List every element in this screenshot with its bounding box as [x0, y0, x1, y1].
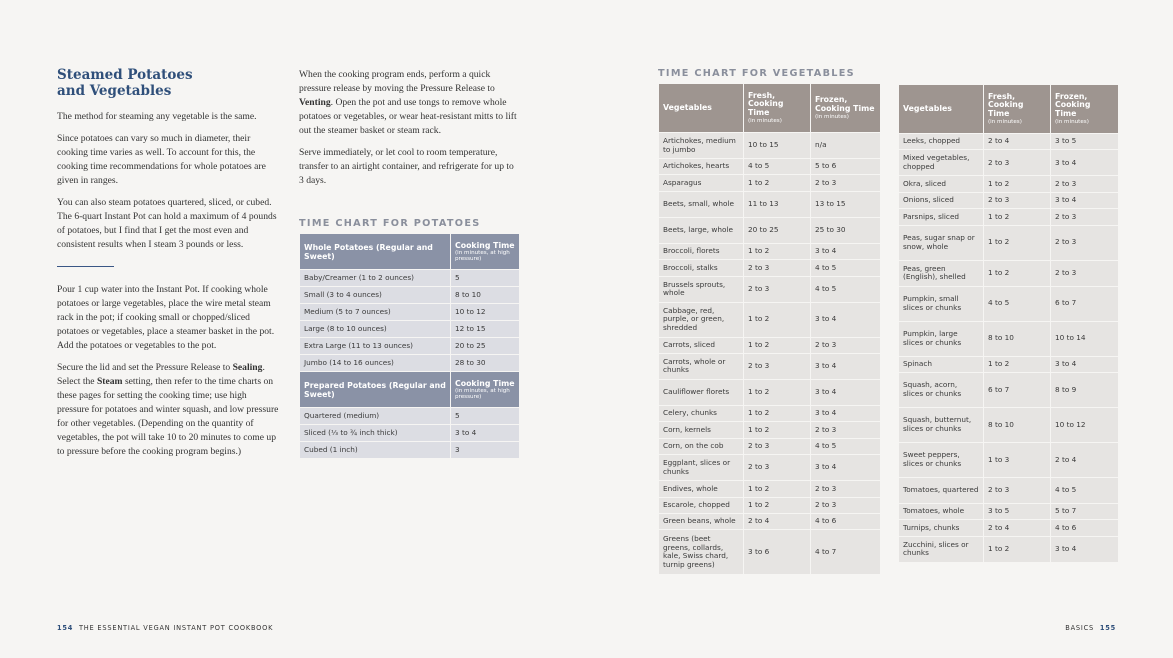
whole-potato-cell: Medium (5 to 7 ounces)	[300, 304, 451, 321]
vegetable-cell: Zucchini, slices or chunks	[899, 536, 984, 562]
potato-time-table	[299, 233, 520, 459]
prepared-potato-rows	[300, 408, 520, 459]
vegetable-cell: 4 to 5	[984, 286, 1051, 321]
prepared-potatoes-header: Prepared Potatoes (Regular and Sweet)	[300, 372, 451, 408]
potato-chart-label: TIME CHART FOR POTATOES	[299, 218, 481, 229]
vegetable-cell: 4 to 6	[811, 513, 881, 529]
vegetable-row	[899, 372, 1119, 407]
vegetable-cell: 1 to 2	[984, 356, 1051, 372]
vegetable-cell: 20 to 25	[744, 217, 811, 243]
vegetable-cell: 6 to 7	[1051, 286, 1119, 321]
vegetable-row	[899, 286, 1119, 321]
prepared-potato-header-row	[300, 372, 520, 408]
left-page-footer	[57, 624, 273, 632]
whole-potato-cell: 28 to 30	[451, 355, 520, 372]
fresh-time-header-right	[984, 85, 1051, 134]
vegetable-cell: 1 to 2	[984, 260, 1051, 286]
fresh-time-title: Fresh, Cooking Time	[748, 90, 784, 118]
vegetable-cell: 1 to 2	[744, 175, 811, 191]
vegetable-cell: 5 to 7	[1051, 503, 1119, 519]
whole-potato-row	[300, 304, 520, 321]
vegetable-row	[659, 217, 881, 243]
whole-potato-row	[300, 287, 520, 304]
vegetable-cell: 1 to 2	[744, 497, 811, 513]
cooking-time-header	[451, 234, 520, 270]
section-divider	[57, 266, 114, 267]
vegetable-cell: 8 to 10	[984, 407, 1051, 442]
vegetable-cell: 2 to 3	[811, 481, 881, 497]
vegetable-row	[659, 175, 881, 191]
frozen-time-title-right: Frozen, Cooking Time	[1055, 91, 1091, 119]
vegetable-chart-left	[658, 68, 880, 575]
vegetable-cell: 3 to 4	[1051, 150, 1119, 176]
vegetable-cell: Greens (beet greens, collards, kale, Swiss chard, turnip greens)	[659, 530, 744, 575]
recipe-title-line2: and Vegetables	[57, 82, 172, 99]
vegetable-cell: 4 to 5	[811, 438, 881, 454]
prepared-potato-cell: 5	[451, 408, 520, 425]
fresh-time-sub: (in minutes)	[748, 117, 782, 124]
vegetable-cell: Peas, green (English), shelled	[899, 260, 984, 286]
vegetable-cell: 2 to 3	[1051, 225, 1119, 260]
vegetable-cell: 1 to 2	[744, 422, 811, 438]
vegetable-row	[899, 520, 1119, 536]
whole-potato-cell: 20 to 25	[451, 338, 520, 355]
vegetable-cell: 2 to 3	[1051, 176, 1119, 192]
whole-potato-cell: Small (3 to 4 ounces)	[300, 287, 451, 304]
vegetable-cell: 1 to 2	[984, 536, 1051, 562]
potato-table-header	[300, 234, 520, 270]
fresh-time-header	[744, 84, 811, 133]
vegetable-row	[899, 321, 1119, 356]
vegetable-rows-right	[899, 134, 1119, 563]
vegetable-cell: 2 to 3	[811, 337, 881, 353]
whole-potato-cell: 5	[451, 270, 520, 287]
vegetable-cell: 3 to 5	[984, 503, 1051, 519]
vegetable-cell: 4 to 6	[1051, 520, 1119, 536]
vegetable-cell: 6 to 7	[984, 372, 1051, 407]
vegetable-cell: Carrots, whole or chunks	[659, 353, 744, 379]
vegetable-row	[659, 260, 881, 276]
whole-potato-cell: Extra Large (11 to 13 ounces)	[300, 338, 451, 355]
vegetable-cell: 2 to 4	[1051, 442, 1119, 477]
vegetable-cell: Corn, kernels	[659, 422, 744, 438]
vegetable-cell: 3 to 4	[1051, 356, 1119, 372]
vegetable-cell: Celery, chunks	[659, 405, 744, 421]
frozen-time-sub-right: (in minutes)	[1055, 118, 1089, 125]
vegetable-row	[899, 192, 1119, 208]
step-secure-sealing: Sealing	[232, 362, 263, 373]
vegetable-row	[899, 442, 1119, 477]
vegetable-row	[899, 356, 1119, 372]
fresh-time-title-right: Fresh, Cooking Time	[988, 91, 1024, 119]
prepared-potato-cell: 3	[451, 442, 520, 459]
intro-paragraph-3: You can also steam potatoes quartered, sliced, or cubed. The 6-quart Instant Pot can hold a maximum of 4 pounds of potatoes, but I find that I get the most even and consistent results when I steam 3 pounds or less.	[57, 197, 277, 250]
vegetable-row	[659, 422, 881, 438]
vegetable-cell: 10 to 12	[1051, 407, 1119, 442]
vegetable-table-header-right	[899, 85, 1119, 134]
vegetable-cell: 1 to 2	[984, 209, 1051, 225]
vegetable-row	[659, 133, 881, 159]
vegetable-cell: Squash, acorn, slices or chunks	[899, 372, 984, 407]
vegetable-cell: 2 to 4	[984, 134, 1051, 150]
vegetable-cell: 2 to 3	[984, 477, 1051, 503]
vegetable-row	[659, 191, 881, 217]
vegetable-cell: Beets, large, whole	[659, 217, 744, 243]
vegetable-cell: 4 to 5	[1051, 477, 1119, 503]
vegetable-cell: Pumpkin, large slices or chunks	[899, 321, 984, 356]
vegetable-cell: Corn, on the cob	[659, 438, 744, 454]
vegetable-cell: 5 to 6	[811, 159, 881, 175]
step-release-text-a: When the cooking program ends, perform a quick pressure release by moving the Pressure Release to	[299, 69, 495, 94]
prepared-potato-cell: Cubed (1 inch)	[300, 442, 451, 459]
vegetable-cell: 2 to 3	[744, 438, 811, 454]
vegetable-cell: Leeks, chopped	[899, 134, 984, 150]
vegetable-cell: 10 to 15	[744, 133, 811, 159]
whole-potatoes-header: Whole Potatoes (Regular and Sweet)	[300, 234, 451, 270]
vegetable-cell: 2 to 3	[811, 497, 881, 513]
vegetable-row	[899, 407, 1119, 442]
vegetable-cell: 4 to 5	[744, 159, 811, 175]
intro-paragraph-1: The method for steaming any vegetable is the same.	[57, 111, 257, 122]
vegetable-cell: 4 to 5	[811, 260, 881, 276]
vegetable-cell: 2 to 3	[744, 455, 811, 481]
vegetable-row	[899, 536, 1119, 562]
vegetable-cell: Beets, small, whole	[659, 191, 744, 217]
vegetable-row	[659, 438, 881, 454]
vegetable-cell: 25 to 30	[811, 217, 881, 243]
fresh-time-sub-right: (in minutes)	[988, 118, 1022, 125]
whole-potato-row	[300, 338, 520, 355]
vegetable-cell: Carrots, sliced	[659, 337, 744, 353]
vegetable-cell: Cauliflower florets	[659, 379, 744, 405]
vegetable-cell: 4 to 7	[811, 530, 881, 575]
prepared-potato-row	[300, 408, 520, 425]
vegetable-row	[899, 209, 1119, 225]
whole-potato-row	[300, 355, 520, 372]
whole-potato-cell: Jumbo (14 to 16 ounces)	[300, 355, 451, 372]
vegetable-cell: Endives, whole	[659, 481, 744, 497]
vegetable-row	[659, 276, 881, 302]
vegetable-cell: 3 to 4	[811, 302, 881, 337]
vegetable-cell: 1 to 2	[744, 337, 811, 353]
vegetable-row	[899, 225, 1119, 260]
vegetable-cell: 11 to 13	[744, 191, 811, 217]
prepared-cooking-time-title: Cooking Time	[455, 378, 515, 388]
vegetable-row	[659, 530, 881, 575]
vegetable-cell: 3 to 4	[1051, 192, 1119, 208]
step-secure-steam: Steam	[96, 376, 123, 387]
whole-potato-cell: 8 to 10	[451, 287, 520, 304]
prepared-potato-cell: Sliced (⅓ to ¾ inch thick)	[300, 425, 451, 442]
left-page-number: 154	[57, 624, 74, 632]
vegetable-cell: Asparagus	[659, 175, 744, 191]
vegetable-cell: Tomatoes, whole	[899, 503, 984, 519]
vegetable-cell: 1 to 2	[744, 405, 811, 421]
vegetable-cell: Okra, sliced	[899, 176, 984, 192]
vegetable-cell: Artichokes, medium to jumbo	[659, 133, 744, 159]
vegetable-cell: 2 to 4	[744, 513, 811, 529]
vegetable-cell: 2 to 3	[744, 260, 811, 276]
frozen-time-header	[811, 84, 881, 133]
prepared-potato-cell: Quartered (medium)	[300, 408, 451, 425]
step-release-venting: Venting	[299, 97, 331, 108]
vegetable-cell: 2 to 3	[811, 175, 881, 191]
right-page-number: 155	[1099, 624, 1116, 632]
vegetable-rows-left	[659, 133, 881, 575]
step-secure-text-e: setting, then refer to the time charts on these pages for setting the cooking time; use high pressure for potatoes and winter squash, and low pressure for other vegetables. (Depending on the quantity of vegetables, the pot will take 10 to 20 minutes to come up to pressure before the cooking program begins.)	[57, 376, 279, 457]
vegetable-cell: 1 to 2	[744, 379, 811, 405]
vegetable-cell: Eggplant, slices or chunks	[659, 455, 744, 481]
prepared-cooking-time-header	[451, 372, 520, 408]
vegetable-cell: Sweet peppers, slices or chunks	[899, 442, 984, 477]
vegetable-cell: 3 to 4	[811, 455, 881, 481]
whole-potato-cell: Baby/Creamer (1 to 2 ounces)	[300, 270, 451, 287]
vegetables-header: Vegetables	[659, 84, 744, 133]
book-title: THE ESSENTIAL VEGAN INSTANT POT COOKBOOK	[78, 624, 274, 632]
step-secure-text-a: Secure the lid and set the Pressure Release to	[57, 362, 233, 373]
recipe-title	[57, 68, 279, 99]
vegetable-cell: 3 to 6	[744, 530, 811, 575]
whole-potato-row	[300, 321, 520, 338]
cooking-time-sub: (in minutes, at high pressure)	[455, 249, 510, 262]
vegetable-cell: 3 to 4	[811, 405, 881, 421]
vegetable-row	[659, 481, 881, 497]
vegetable-cell: Mixed vegetables, chopped	[899, 150, 984, 176]
vegetable-cell: 2 to 3	[984, 192, 1051, 208]
vegetable-cell: 1 to 2	[984, 176, 1051, 192]
vegetable-row	[899, 176, 1119, 192]
intro-paragraph-2: Since potatoes can vary so much in diameter, their cooking time varies as well. To account for this, the cooking time recommendations for whole potatoes are given in ranges.	[57, 133, 266, 186]
whole-potato-rows	[300, 270, 520, 372]
vegetable-cell: 3 to 4	[811, 353, 881, 379]
vegetable-time-table-right	[898, 84, 1119, 563]
vegetable-row	[659, 302, 881, 337]
vegetable-table-header	[659, 84, 881, 133]
vegetable-row	[899, 503, 1119, 519]
vegetable-cell: 4 to 5	[811, 276, 881, 302]
vegetable-cell: 3 to 4	[1051, 536, 1119, 562]
vegetable-cell: 2 to 3	[1051, 209, 1119, 225]
prepared-cooking-time-sub: (in minutes, at high pressure)	[455, 387, 510, 400]
step-secure-lid	[57, 361, 279, 459]
vegetable-row	[659, 455, 881, 481]
vegetable-row	[659, 513, 881, 529]
vegetable-cell: 1 to 2	[744, 481, 811, 497]
step-release-text-c: . Open the pot and use tongs to remove whole potatoes or vegetables, or wear heat-resistant mitts to lift out the steamer basket or steam rack.	[299, 97, 517, 136]
vegetable-cell: 2 to 4	[984, 520, 1051, 536]
vegetable-cell: 10 to 14	[1051, 321, 1119, 356]
recipe-steps-column	[299, 68, 519, 459]
step-serve: Serve immediately, or let cool to room temperature, transfer to an airtight container, and refrigerate for up to 3 days.	[299, 147, 514, 186]
vegetable-cell: Turnips, chunks	[899, 520, 984, 536]
vegetable-cell: Broccoli, florets	[659, 243, 744, 259]
vegetable-cell: 3 to 5	[1051, 134, 1119, 150]
frozen-time-header-right	[1051, 85, 1119, 134]
vegetable-row	[899, 260, 1119, 286]
vegetable-cell: 3 to 4	[811, 243, 881, 259]
vegetable-cell: Tomatoes, quartered	[899, 477, 984, 503]
vegetable-cell: 1 to 2	[984, 225, 1051, 260]
vegetable-cell: Cabbage, red, purple, or green, shredded	[659, 302, 744, 337]
step-release	[299, 68, 519, 138]
vegetable-row	[659, 405, 881, 421]
vegetable-cell: 3 to 4	[811, 379, 881, 405]
vegetable-cell: Onions, sliced	[899, 192, 984, 208]
vegetable-row	[659, 497, 881, 513]
vegetable-chart-label: TIME CHART FOR VEGETABLES	[658, 68, 855, 79]
recipe-title-line1: Steamed Potatoes	[57, 67, 193, 83]
vegetable-cell: Escarole, chopped	[659, 497, 744, 513]
vegetable-time-table-left	[658, 83, 881, 575]
vegetable-row	[899, 134, 1119, 150]
whole-potato-cell: 12 to 15	[451, 321, 520, 338]
vegetable-row	[659, 353, 881, 379]
vegetable-cell: n/a	[811, 133, 881, 159]
vegetable-cell: Spinach	[899, 356, 984, 372]
vegetable-cell: 2 to 3	[744, 276, 811, 302]
vegetable-cell: Squash, butternut, slices or chunks	[899, 407, 984, 442]
whole-potato-cell: Large (8 to 10 ounces)	[300, 321, 451, 338]
vegetable-row	[659, 159, 881, 175]
vegetable-cell: 1 to 3	[984, 442, 1051, 477]
vegetable-cell: 2 to 3	[811, 422, 881, 438]
right-page-footer	[1065, 624, 1116, 632]
frozen-time-title: Frozen, Cooking Time	[815, 95, 875, 113]
prepared-potato-row	[300, 442, 520, 459]
vegetable-cell: 2 to 3	[984, 150, 1051, 176]
whole-potato-cell: 10 to 12	[451, 304, 520, 321]
vegetable-cell: 1 to 2	[744, 302, 811, 337]
vegetable-cell: 1 to 2	[744, 243, 811, 259]
vegetable-row	[899, 150, 1119, 176]
prepared-potato-row	[300, 425, 520, 442]
vegetable-row	[659, 337, 881, 353]
vegetable-cell: Pumpkin, small slices or chunks	[899, 286, 984, 321]
vegetables-header-right: Vegetables	[899, 85, 984, 134]
vegetable-cell: 2 to 3	[1051, 260, 1119, 286]
vegetable-cell: 13 to 15	[811, 191, 881, 217]
vegetable-cell: Broccoli, stalks	[659, 260, 744, 276]
vegetable-cell: Peas, sugar snap or snow, whole	[899, 225, 984, 260]
whole-potato-row	[300, 270, 520, 287]
vegetable-row	[659, 379, 881, 405]
vegetable-row	[899, 477, 1119, 503]
vegetable-cell: Parsnips, sliced	[899, 209, 984, 225]
frozen-time-sub: (in minutes)	[815, 113, 849, 120]
vegetable-cell: Brussels sprouts, whole	[659, 276, 744, 302]
cooking-time-title: Cooking Time	[455, 240, 515, 250]
vegetable-cell: 2 to 3	[744, 353, 811, 379]
step-secure-text-c: . Select the	[57, 362, 265, 387]
recipe-intro-column	[57, 68, 279, 467]
vegetable-chart-right	[898, 84, 1118, 563]
step-pour-water: Pour 1 cup water into the Instant Pot. If cooking whole potatoes or large vegetables, place the wire metal steam rack in the pot; if cooking small or chopped/sliced potatoes or vegetables, place a steamer basket in the pot. Add the potatoes or vegetables to the pot.	[57, 284, 275, 351]
section-name: BASICS	[1065, 624, 1095, 632]
prepared-potato-cell: 3 to 4	[451, 425, 520, 442]
vegetable-cell: 8 to 10	[984, 321, 1051, 356]
vegetable-cell: Artichokes, hearts	[659, 159, 744, 175]
vegetable-cell: 8 to 9	[1051, 372, 1119, 407]
vegetable-cell: Green beans, whole	[659, 513, 744, 529]
vegetable-row	[659, 243, 881, 259]
